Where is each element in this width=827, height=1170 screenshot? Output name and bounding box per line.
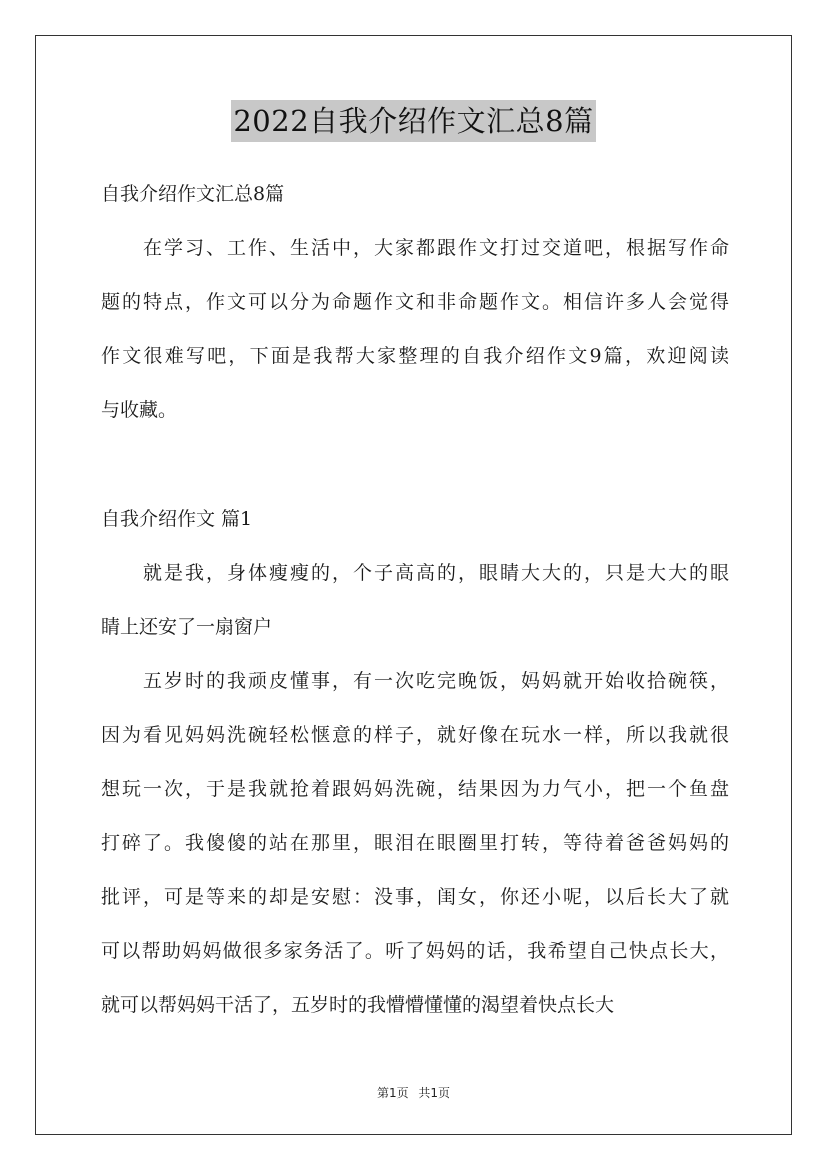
paragraph-line: 批评，可是等来的却是安慰：没事，闺女，你还小呢，以后长大了就 [101,886,729,908]
intro-line: 题的特点，作文可以分为命题作文和非命题作文。相信许多人会觉得 [101,291,729,313]
section-heading: 自我介绍作文 篇1 [101,508,253,530]
title-container [0,100,827,142]
page-footer [0,1084,827,1101]
intro-line: 与收藏。 [101,399,178,421]
paragraph-line: 五岁时的我顽皮懂事，有一次吃完晚饭，妈妈就开始收拾碗筷， [143,670,729,692]
paragraph-line: 想玩一次，于是我就抢着跟妈妈洗碗，结果因为力气小，把一个鱼盘 [101,778,729,800]
total-pages: 共1页 [418,1086,451,1100]
paragraph-line: 就是我，身体瘦瘦的，个子高高的，眼睛大大的，只是大大的眼 [143,562,729,584]
paragraph-line: 可以帮助妈妈做很多家务活了。听了妈妈的话，我希望自己快点长大， [101,940,729,962]
page-number: 第1页 [376,1086,409,1100]
paragraph-line: 就可以帮妈妈干活了，五岁时的我懵懵懂懂的渴望着快点长大 [101,994,615,1016]
intro-line: 在学习、工作、生活中，大家都跟作文打过交道吧，根据写作命 [143,237,729,259]
paragraph-line: 因为看见妈妈洗碗轻松惬意的样子，就好像在玩水一样，所以我就很 [101,724,729,746]
intro-line: 作文很难写吧，下面是我帮大家整理的自我介绍作文9篇，欢迎阅读 [101,345,729,367]
paragraph-line: 睛上还安了一扇窗户 [101,616,273,638]
paragraph-line: 打碎了。我傻傻的站在那里，眼泪在眼圈里打转，等待着爸爸妈妈的 [101,832,729,854]
document-subtitle: 自我介绍作文汇总8篇 [101,183,285,205]
document-title: 2022自我介绍作文汇总8篇 [231,100,595,142]
